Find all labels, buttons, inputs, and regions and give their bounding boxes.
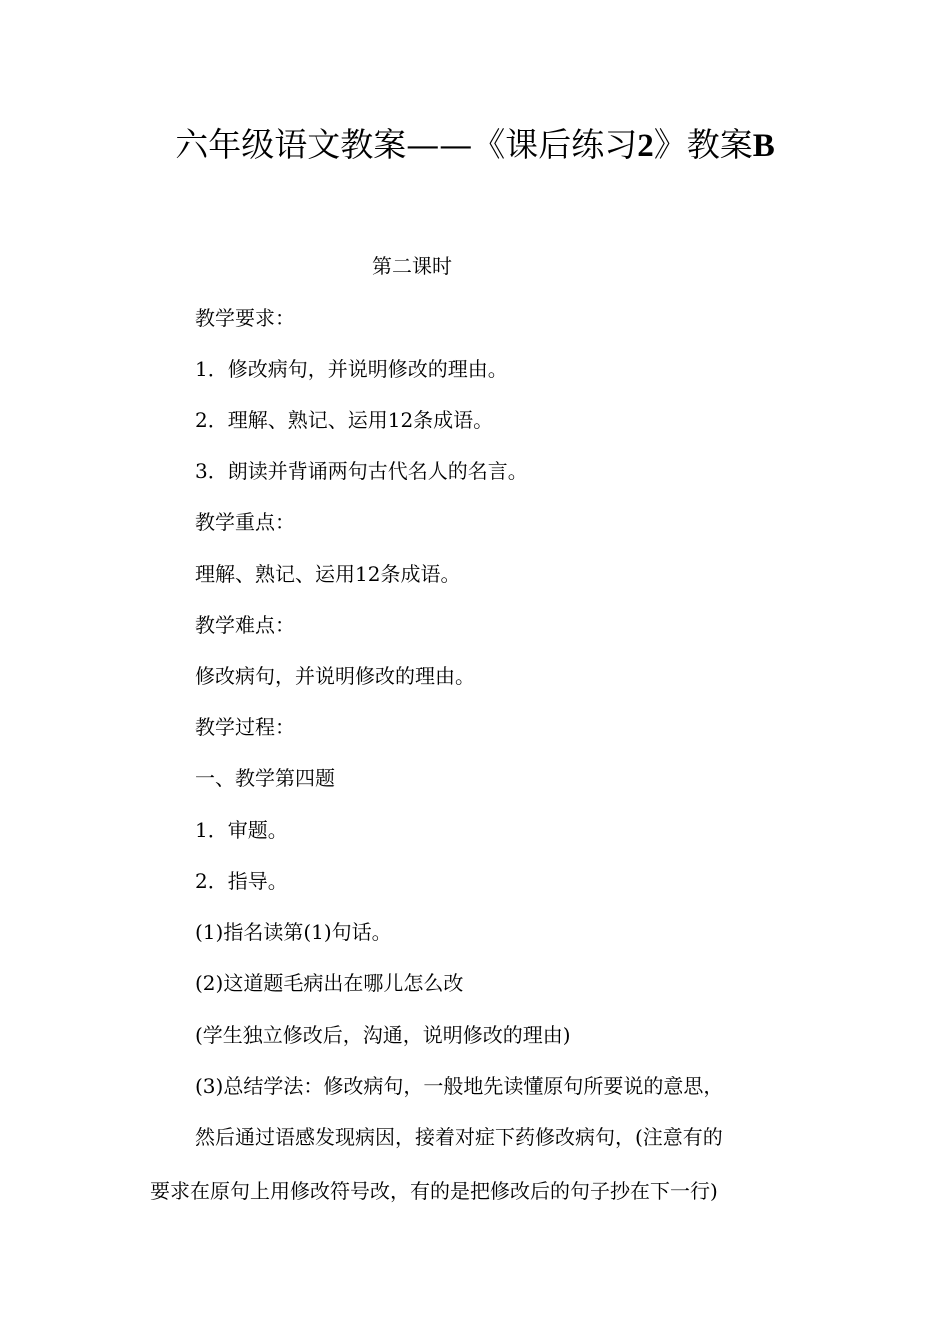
lesson-subtitle: 第二课时 (372, 254, 452, 278)
paragraph-line: (1)指名读第(1)句话。 (195, 920, 392, 944)
paragraph-line: 1．修改病句，并说明修改的理由。 (195, 357, 508, 381)
paragraph-line: 教学要求： (195, 306, 295, 330)
paragraph-line: (2)这道题毛病出在哪儿怎么改 (195, 971, 464, 995)
paragraph-line: 要求在原句上用修改符号改，有的是把修改后的句子抄在下一行) (150, 1179, 718, 1203)
paragraph-line: (3)总结学法：修改病句，一般地先读懂原句所要说的意思， (195, 1074, 724, 1098)
paragraph-line: 教学重点： (195, 510, 295, 534)
paragraph-line: 2．理解、熟记、运用12条成语。 (195, 408, 494, 432)
paragraph-line: 教学过程： (195, 715, 295, 739)
paragraph-line: (学生独立修改后，沟通，说明修改的理由) (195, 1023, 571, 1047)
paragraph-line: 一、教学第四题 (195, 766, 335, 790)
document-title: 六年级语文教案——《课后练习2》教案B (175, 125, 775, 164)
paragraph-line: 2．指导。 (195, 869, 288, 893)
paragraph-line: 1．审题。 (195, 818, 288, 842)
paragraph-line: 教学难点： (195, 613, 295, 637)
paragraph-line: 3．朗读并背诵两句古代名人的名言。 (195, 459, 528, 483)
paragraph-line: 修改病句，并说明修改的理由。 (195, 664, 475, 688)
paragraph-line: 然后通过语感发现病因，接着对症下药修改病句，(注意有的 (195, 1125, 723, 1149)
paragraph-line: 理解、熟记、运用12条成语。 (195, 562, 461, 586)
